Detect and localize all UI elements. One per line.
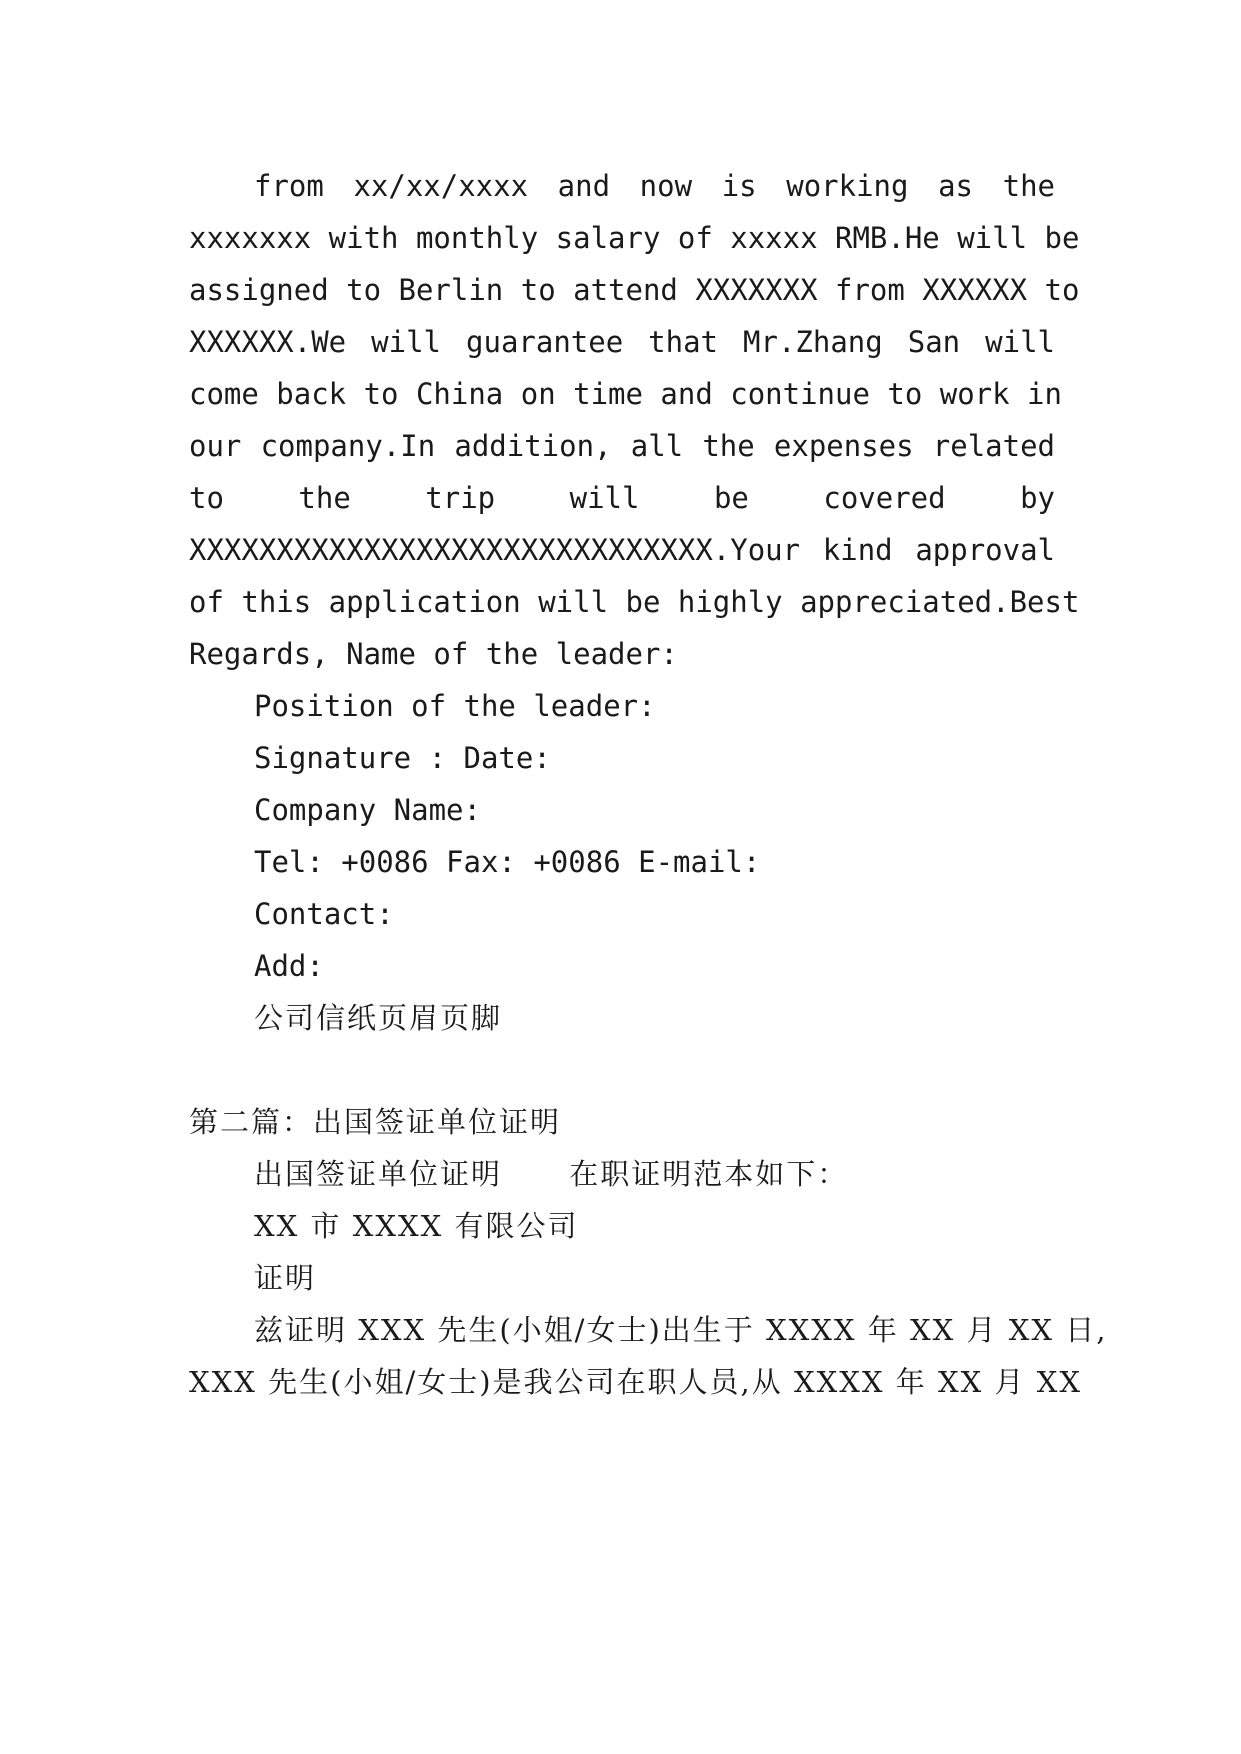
tel-fax-email: Tel: +0086 Fax: +0086 E-mail: <box>254 845 761 879</box>
certificate-body-line: XXX 先生(小姐/女士)是我公司在职人员,从 XXXX 年 XX 月 XX <box>189 1365 1083 1399</box>
position-of-leader: Position of the leader: <box>254 689 656 723</box>
paragraph-line: assigned to Berlin to attend XXXXXXX from XXXXXX to <box>189 273 1080 307</box>
address-field: Add: <box>254 949 324 983</box>
paragraph-line: XXXXXX.We will guarantee that Mr.Zhang San will <box>189 325 1055 359</box>
paragraph-line: of this application will be highly appreciated.Best <box>189 585 1080 619</box>
company-name-field: Company Name: <box>254 793 481 827</box>
paragraph-line: from xx/xx/xxxx and now is working as the <box>254 169 1055 203</box>
signature-date: Signature : Date: <box>254 741 551 775</box>
paragraph-line: come back to China on time and continue to work in <box>189 377 1062 411</box>
paragraph-line: to the trip will be covered by <box>189 481 1055 515</box>
company-title: XX 市 XXXX 有限公司 <box>254 1209 579 1243</box>
certificate-title: 证明 <box>254 1261 317 1295</box>
section-heading: 第二篇：出国签证单位证明 <box>189 1105 562 1139</box>
paragraph-line: xxxxxxx with monthly salary of xxxxx RMB.He will be <box>189 221 1080 255</box>
paragraph-line: XXXXXXXXXXXXXXXXXXXXXXXXXXXXXX.Your kind approval <box>189 533 1055 567</box>
contact-field: Contact: <box>254 897 394 931</box>
section-subheading: 出国签证单位证明 在职证明范本如下： <box>254 1157 849 1191</box>
paragraph-line: our company.In addition, all the expenses related <box>189 429 1055 463</box>
letterhead-note: 公司信纸页眉页脚 <box>254 1001 503 1035</box>
paragraph-line: Regards, Name of the leader: <box>189 637 678 671</box>
certificate-body-line: 兹证明 XXX 先生(小姐/女士)出生于 XXXX 年 XX 月 XX 日, <box>254 1313 1108 1347</box>
